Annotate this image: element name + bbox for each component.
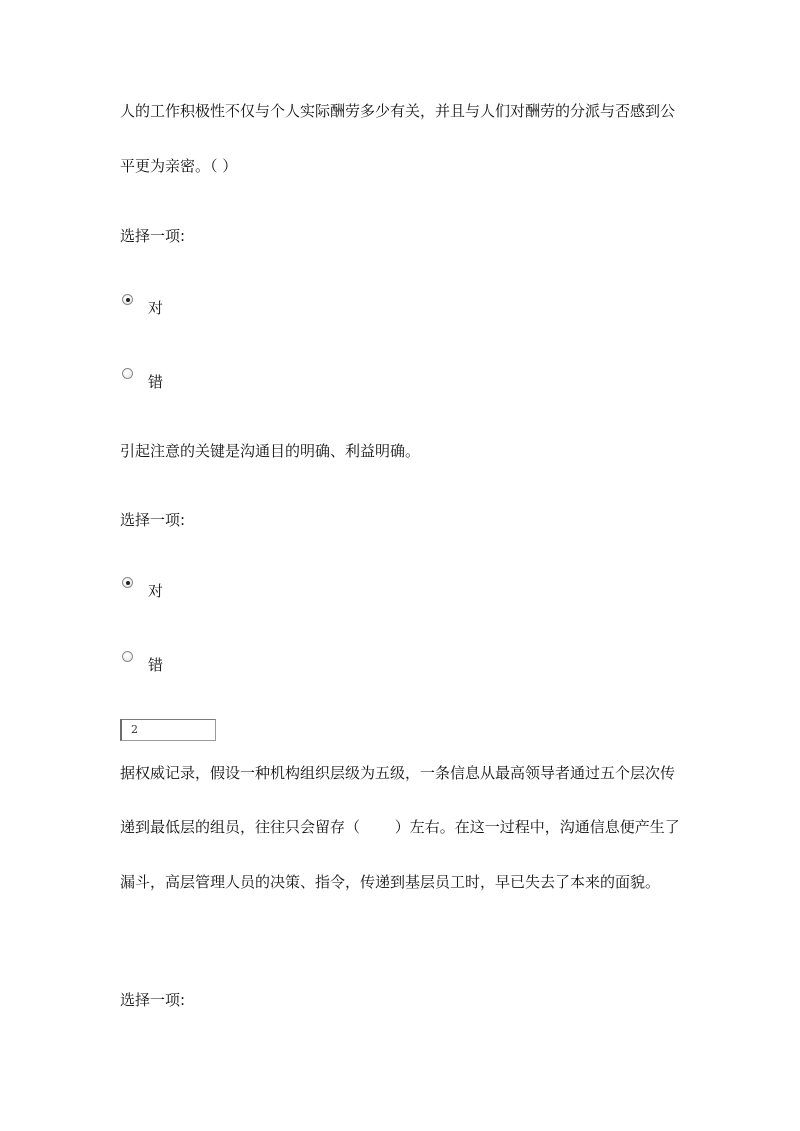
q2-option-false-label: 错 (148, 656, 164, 674)
q3-prompt: 选择一项: (120, 991, 186, 1009)
q2-option-false-radio[interactable] (122, 651, 133, 662)
q3-text-line-2: 递到最低层的组员，往往只会留存（ ）左右。在这一过程中，沟通信息便产生了 (120, 818, 680, 836)
q3-text-line-3: 漏斗，高层管理人员的决策、指令，传递到基层员工时，早已失去了本来的面貌。 (120, 873, 661, 891)
q2-text-line-1: 引起注意的关键是沟通目的明确、利益明确。 (120, 442, 421, 460)
q1-option-false-radio[interactable] (122, 368, 133, 379)
q1-option-true-label[interactable]: 对 (148, 299, 164, 317)
q1-option-true-radio[interactable] (122, 294, 133, 305)
q1-option-false-label[interactable]: 错 (148, 373, 164, 391)
question-number-box: 2 (120, 719, 216, 741)
q2-option-true-label[interactable]: 对 (148, 582, 164, 600)
q2-option-true-radio[interactable] (122, 577, 133, 588)
q3-text-line-1: 据权威记录，假设一种机构组织层级为五级，一条信息从最高领导者通过五个层次传 (120, 764, 676, 782)
q1-text-line-1: 人的工作积极性不仅与个人实际酬劳多少有关，并且与人们对酬劳的分派与否感到公 (120, 102, 676, 120)
q1-prompt: 选择一项: (120, 227, 186, 245)
q2-prompt: 选择一项: (120, 511, 186, 529)
q1-text-line-2: 平更为亲密。（ ） (120, 157, 238, 175)
